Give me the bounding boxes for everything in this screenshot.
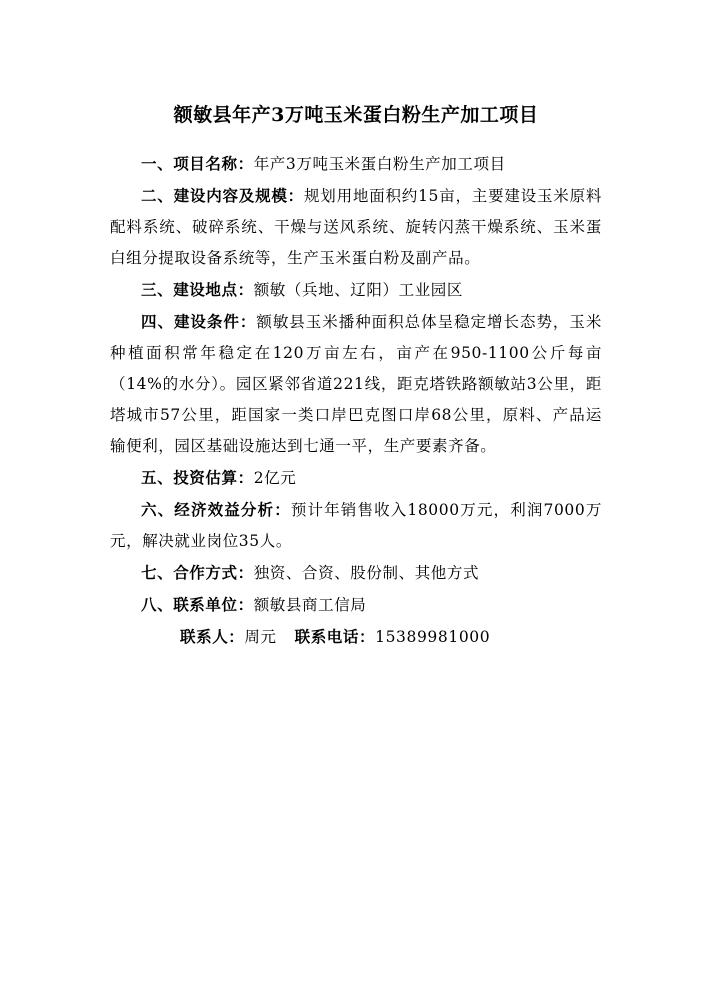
- contact-phone-label: 联系电话：: [294, 627, 376, 646]
- section-text: 额敏县玉米播种面积总体呈稳定增长态势，玉米种植面积常年稳定在120万亩左右，亩产在950-1100公斤每亩（14%的水分）。园区紧邻省道221线，距克塔铁路额敏站3公里，距塔城市57公里，距国家一类口岸巴克图口岸68公里，原料、产品运输便利，园区基础设施达到七通一平，生产要素齐备。: [110, 313, 602, 455]
- contact-phone: 15389981000: [375, 628, 491, 646]
- section-label: 二、建设内容及规模：: [141, 186, 304, 205]
- section-text: 额敏县商工信局: [253, 596, 367, 614]
- section-label: 八、联系单位：: [141, 595, 254, 614]
- section-text: 规划用地面积约15亩，主要建设玉米原料配料系统、破碎系统、干燥与送风系统、旋转闪蒸干燥系统、玉米蛋白组分提取设备系统等，生产玉米蛋白粉及副产品。: [110, 187, 602, 267]
- section-label: 四、建设条件：: [141, 312, 257, 331]
- section-conditions: [110, 306, 602, 462]
- section-text: 独资、合资、股份制、其他方式: [253, 564, 480, 582]
- contact-person-label: 联系人：: [180, 627, 245, 646]
- document-title: 额敏县年产3万吨玉米蛋白粉生产加工项目: [173, 104, 539, 126]
- section-text: 预计年销售收入18000万元，利润7000万元，解决就业岗位35人。: [110, 501, 602, 550]
- section-label: 三、建设地点：: [141, 280, 254, 299]
- section-contact-unit: [110, 589, 602, 621]
- section-construction-scope: [110, 180, 602, 274]
- section-project-name: [110, 148, 602, 180]
- section-label: 一、项目名称：: [141, 154, 254, 173]
- section-label: 五、投资估算：: [141, 468, 254, 487]
- section-label: 七、合作方式：: [141, 563, 254, 582]
- section-economic-benefit: [110, 494, 602, 557]
- contact-person: 周元: [244, 628, 277, 646]
- document-page: [110, 100, 602, 653]
- section-text: 额敏（兵地、辽阳）工业园区: [253, 281, 464, 299]
- section-investment: [110, 462, 602, 494]
- section-text: 年产3万吨玉米蛋白粉生产加工项目: [253, 155, 506, 173]
- section-text: 2亿元: [253, 469, 297, 487]
- contact-line: [110, 621, 602, 653]
- section-label: 六、经济效益分析：: [141, 500, 291, 519]
- section-cooperation: [110, 557, 602, 589]
- section-location: [110, 274, 602, 306]
